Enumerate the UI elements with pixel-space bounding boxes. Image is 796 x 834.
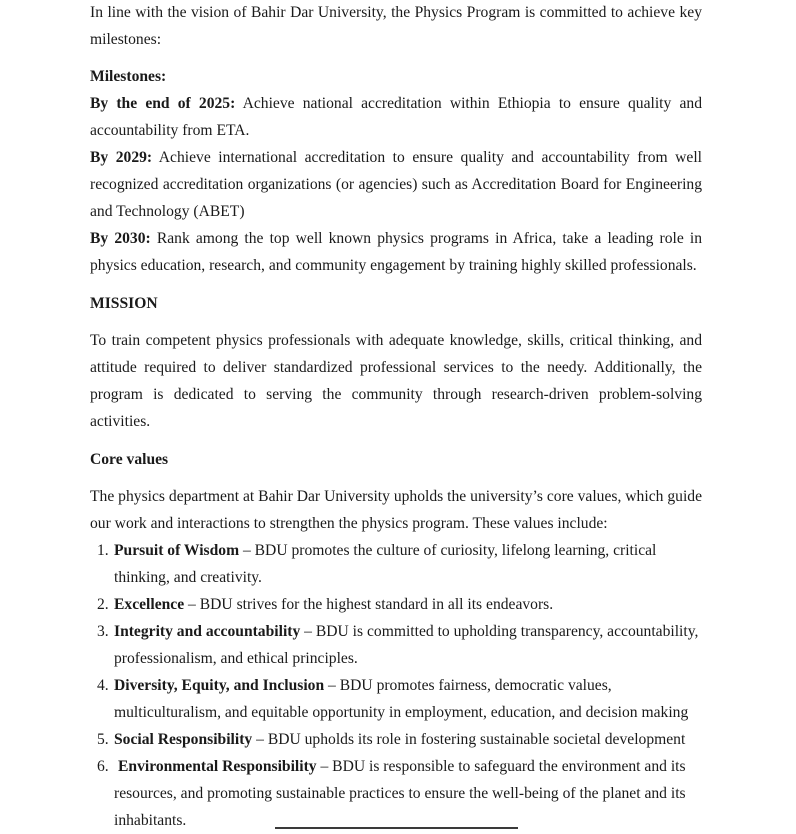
milestone-text: Rank among the top well known physics programs in Africa, take a leading role in physics education, research, and community engagement by training highly skilled professionals. — [90, 230, 702, 274]
core-value-text: – BDU upholds its role in fostering sustainable societal development — [252, 731, 686, 748]
list-number: 6. — [97, 758, 109, 775]
core-value-title: Social Responsibility — [114, 731, 253, 748]
milestone-text: Achieve international accreditation to ensure quality and accountability from well recognized accreditation organizations (or agencies) such as Accreditation Board for Engineering and Technology (ABET) — [90, 149, 703, 220]
core-value-item — [90, 618, 702, 672]
list-number: 2. — [97, 596, 109, 613]
milestone-label: By the end of 2025: — [90, 95, 236, 112]
core-value-text: – BDU promotes the culture of curiosity, lifelong learning, critical thinking, and creativity. — [114, 542, 657, 586]
list-number: 1. — [97, 542, 109, 559]
list-number: 4. — [97, 677, 109, 694]
core-value-title: Environmental Responsibility — [118, 758, 317, 775]
core-value-title: Pursuit of Wisdom — [114, 542, 240, 559]
core-value-text: – BDU is committed to upholding transparency, accountability, professionalism, and ethical principles. — [114, 623, 699, 667]
intro-paragraph: In line with the vision of Bahir Dar University, the Physics Program is committed to achieve key milestones: — [90, 4, 702, 48]
core-value-item — [90, 591, 702, 618]
core-value-item — [90, 753, 702, 834]
milestone-label: By 2029: — [90, 149, 153, 166]
core-value-title: Integrity and accountability — [114, 623, 301, 640]
core-value-item — [90, 672, 702, 726]
core-values-heading: Core values — [90, 451, 169, 468]
core-values-intro: The physics department at Bahir Dar University upholds the university’s core values, which guide our work and interactions to strengthen the physics program. These values include: — [90, 488, 702, 532]
core-value-item — [90, 726, 702, 753]
milestone-2030 — [90, 225, 702, 279]
list-number: 5. — [97, 731, 109, 748]
milestone-label: By 2030: — [90, 230, 151, 247]
core-value-title: Excellence — [114, 596, 185, 613]
core-value-text: – BDU strives for the highest standard in all its endeavors. — [184, 596, 554, 613]
milestone-2025 — [90, 90, 702, 144]
milestone-2029 — [90, 144, 702, 225]
core-value-text: – BDU promotes fairness, democratic values, multiculturalism, and equitable opportunity in employment, education, and decision making — [114, 677, 689, 721]
core-values-list — [90, 537, 702, 834]
mission-heading: MISSION — [90, 295, 158, 312]
core-value-item — [90, 537, 702, 591]
mission-paragraph: To train competent physics professionals with adequate knowledge, skills, critical thinking, and attitude required to deliver standardized professional services to the needy. Additionally, the program is dedicated to serving the community through research-driven problem-solving activities. — [90, 332, 702, 430]
milestone-text: Achieve national accreditation within Ethiopia to ensure quality and accountability from ETA. — [90, 95, 702, 139]
core-value-title: Diversity, Equity, and Inclusion — [114, 677, 325, 694]
list-number: 3. — [97, 623, 109, 640]
milestones-heading: Milestones: — [90, 68, 167, 85]
core-value-text: – BDU is responsible to safeguard the environment and its resources, and promoting sustainable practices to ensure the well-being of the planet and its inhabitants. — [114, 758, 686, 829]
